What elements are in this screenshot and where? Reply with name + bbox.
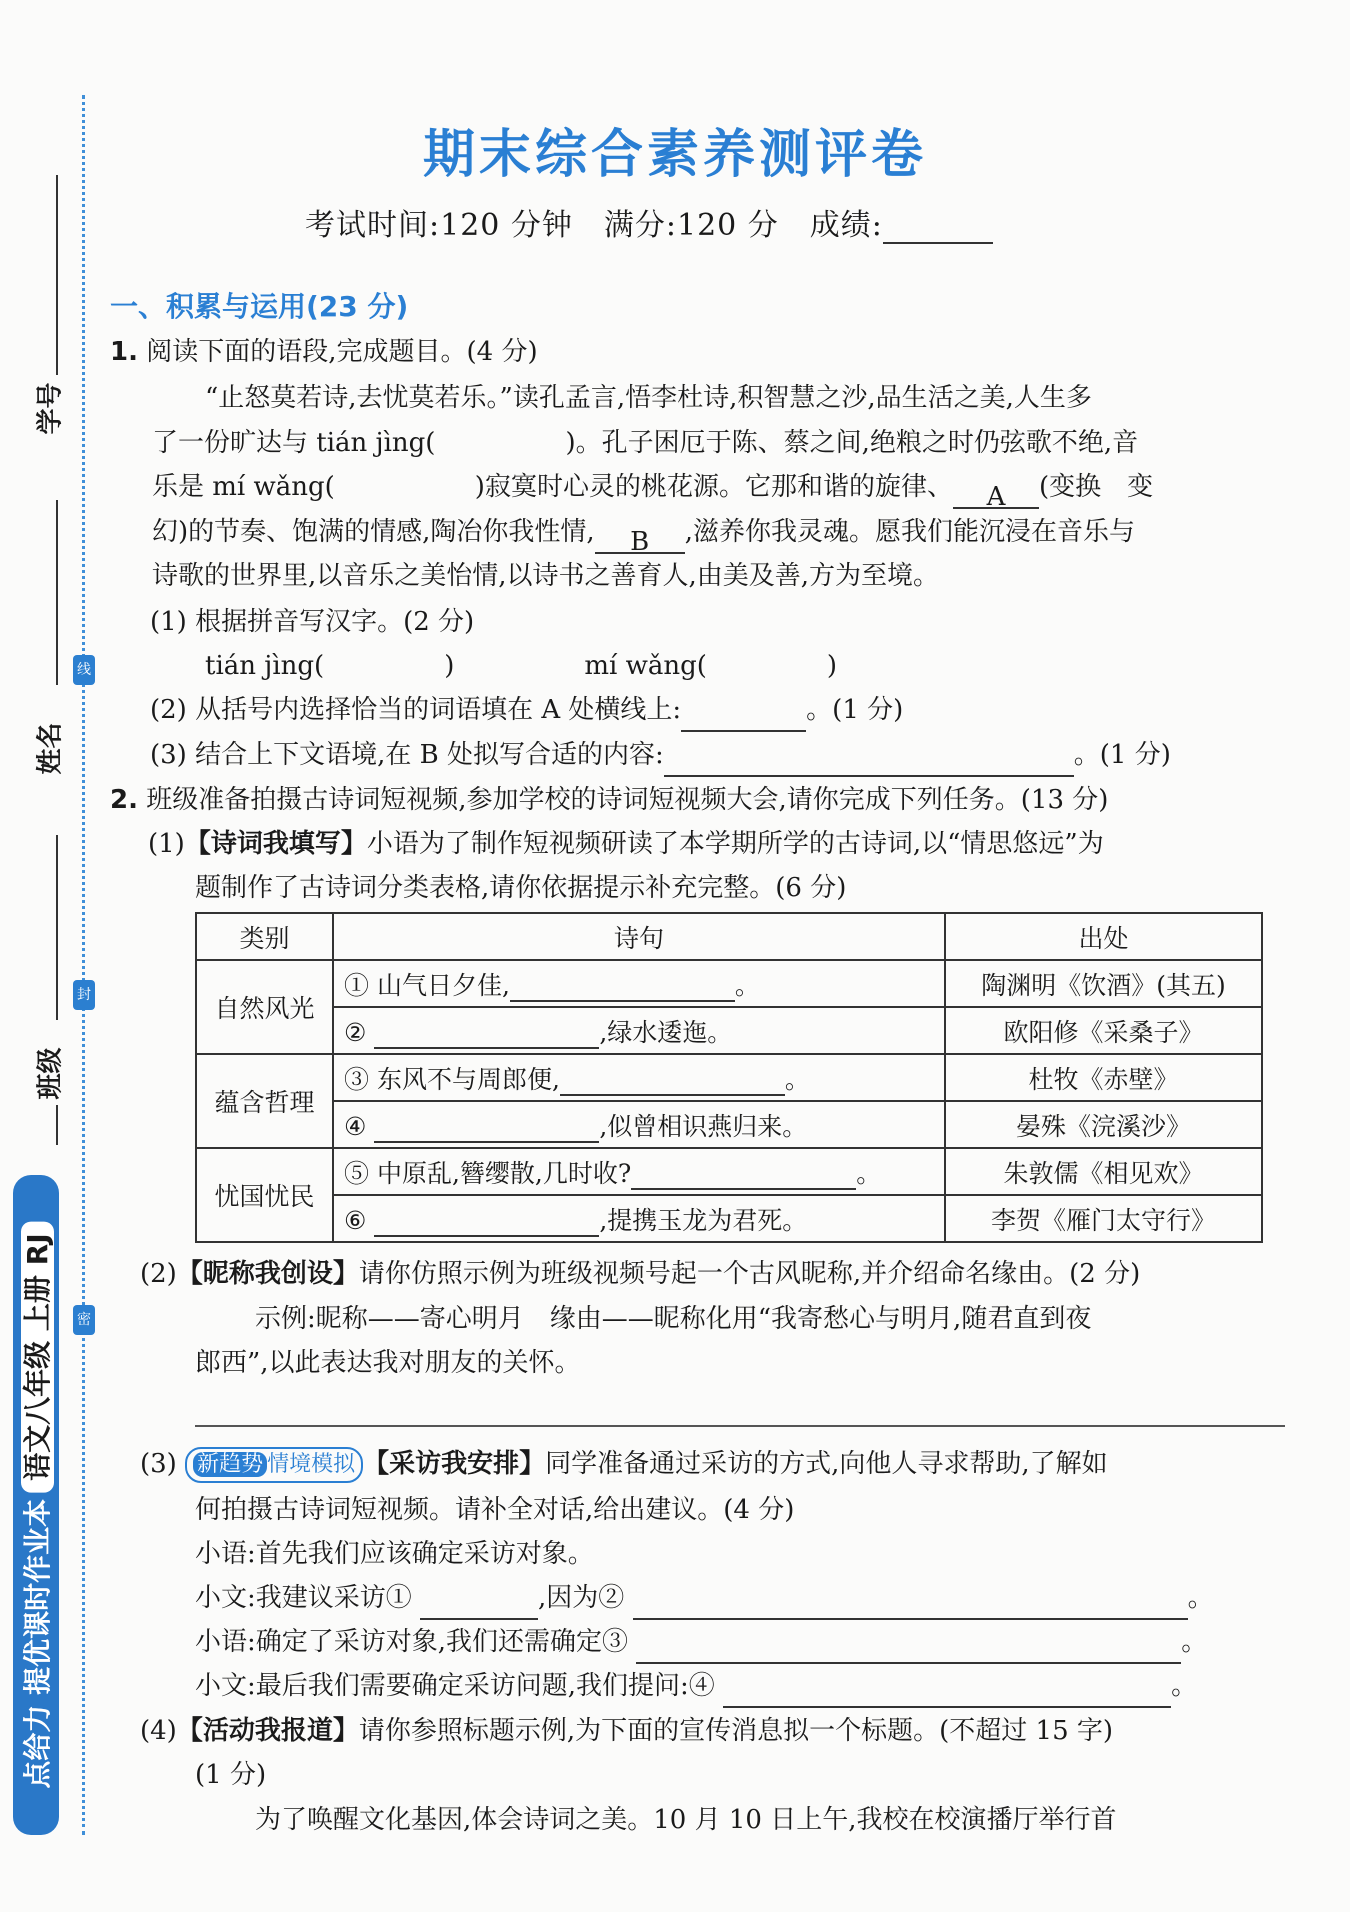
cut-mark-secret: 密: [73, 1305, 95, 1335]
table-header: 出处: [945, 913, 1262, 960]
q1-pinyin-row: tián jìng( ) mí wǎng( ): [205, 651, 838, 681]
q2-part2-example1: 示例:昵称——寄心明月 缘由——昵称化用“我寄愁心与明月,随君直到夜: [255, 1304, 1092, 1334]
q2-part1-line1: (1)【诗词我填写】小语为了制作短视频研读了本学期所学的古诗词,以“情思悠远”为: [148, 829, 1104, 859]
source-cell: 李贺《雁门太守行》: [945, 1195, 1262, 1242]
source-cell: 朱敦儒《相见欢》: [945, 1148, 1262, 1195]
q2-part4: (4)【活动我报道】请你参照标题示例,为下面的宣传消息拟一个标题。(不超过 15 字): [140, 1716, 1114, 1746]
q1-line4: 幻)的节奏、饱满的情感,陶冶你我性情, B ,滋养你我灵魂。愿我们能沉浸在音乐与: [152, 517, 1135, 557]
sub3-answer-blank[interactable]: [664, 743, 1074, 777]
verse-cell: ① 山气日夕佳, 。: [333, 960, 945, 1007]
section-title: 一、积累与运用(23 分): [110, 290, 409, 323]
cut-mark-line: 线: [73, 655, 95, 685]
dialog-line-2: 小文:我建议采访① ,因为② 。: [195, 1576, 1214, 1620]
spine-grade: 语文八年级 上册 RJ: [21, 1221, 54, 1492]
table-row: [196, 1148, 1262, 1195]
verse-blank[interactable]: [374, 1115, 599, 1143]
verse-cell: ④ ,似曾相识燕归来。: [333, 1101, 945, 1148]
q1-stem: 1. 阅读下面的语段,完成题目。(4 分): [110, 337, 538, 367]
name-label: 姓名: [35, 722, 66, 775]
name-line-bottom: [56, 835, 58, 1020]
binding-dotted-line: [82, 95, 85, 1835]
dialog-line-4: 小文:最后我们需要确定采访问题,我们提问:④ 。: [195, 1664, 1197, 1708]
q1-line2: 了一份旷达与 tián jìng( )。孔子困厄于陈、蔡之间,绝粮之时仍弦歌不绝,音: [152, 428, 1139, 458]
cut-mark-seal: 封: [73, 980, 95, 1010]
table-row: [196, 960, 1262, 1007]
q1-sub2: (2) 从括号内选择恰当的词语填在 A 处横线上: 。(1 分): [150, 688, 903, 732]
name-line-top: [56, 500, 58, 685]
blank-b: B: [595, 520, 685, 554]
page-title: 期末综合素养测评卷: [422, 125, 927, 185]
q1-line3: 乐是 mí wǎng( )寂寞时心灵的桃花源。它那和谐的旋律、 A (变换 变: [152, 472, 1154, 512]
category-cell: 自然风光: [196, 960, 333, 1054]
table-row: [196, 1101, 1262, 1148]
verse-cell: ② ,绿水逶迤。: [333, 1007, 945, 1054]
source-cell: 杜牧《赤壁》: [945, 1054, 1262, 1101]
q1-line1: “止怒莫若诗,去忧莫若乐。”读孔孟言,悟李杜诗,积智慧之沙,品生活之美,人生多: [205, 383, 1092, 413]
q2-stem: 2. 班级准备拍摄古诗词短视频,参加学校的诗词短视频大会,请你完成下列任务。(13 分): [110, 785, 1109, 815]
exam-meta: [305, 200, 993, 244]
verse-blank[interactable]: [374, 1021, 599, 1049]
verse-cell: ⑤ 中原乱,簪缨散,几时收? 。: [333, 1148, 945, 1195]
table-row: [196, 1007, 1262, 1054]
table-header-row: [196, 913, 1262, 960]
dialog-line-3: 小语:确定了采访对象,我们还需确定③ 。: [195, 1620, 1207, 1664]
category-cell: 蕴含哲理: [196, 1054, 333, 1148]
answer-blank-3[interactable]: [636, 1630, 1181, 1664]
table-row: [196, 1195, 1262, 1242]
answer-blank-1[interactable]: [420, 1586, 538, 1620]
q2-part3-line2: 何拍摄古诗词短视频。请补全对话,给出建议。(4 分): [195, 1495, 795, 1525]
q1-line5: 诗歌的世界里,以音乐之美怡情,以诗书之善育人,由美及善,方为至境。: [152, 561, 940, 591]
source-cell: 陶渊明《饮酒》(其五): [945, 960, 1262, 1007]
poem-table: [195, 912, 1263, 1243]
verse-blank[interactable]: [560, 1068, 785, 1096]
student-id-label: 学号: [35, 382, 66, 435]
source-cell: 晏殊《浣溪沙》: [945, 1101, 1262, 1148]
sub2-answer-blank[interactable]: [681, 698, 806, 732]
q2-part2-example2: 郎西”,以此表达我对朋友的关怀。: [195, 1348, 581, 1378]
student-id-line: [56, 175, 58, 375]
book-spine: [13, 1175, 59, 1835]
answer-blank-4[interactable]: [723, 1674, 1171, 1708]
verse-blank[interactable]: [510, 974, 735, 1002]
q2-part3-line1: (3) 新趋势 情境模拟 【采访我安排】同学准备通过采访的方式,向他人寻求帮助,了解如: [140, 1442, 1108, 1486]
verse-cell: ⑥ ,提携玉龙为君死。: [333, 1195, 945, 1242]
exam-meta-text: 考试时间:120 分钟 满分:120 分 成绩:: [305, 208, 883, 243]
category-cell: 忧国忧民: [196, 1148, 333, 1242]
q1-sub1: (1) 根据拼音写汉字。(2 分): [150, 607, 475, 637]
table-header: 诗句: [333, 913, 945, 960]
q2-part1-line2: 题制作了古诗词分类表格,请你依据提示补充完整。(6 分): [195, 873, 847, 903]
verse-blank[interactable]: [631, 1162, 856, 1190]
q2-part2: (2)【昵称我创设】请你仿照示例为班级视频号起一个古风昵称,并介绍命名缘由。(2 分): [140, 1259, 1141, 1289]
spine-brand: 点给力 提优课时作业本: [21, 1498, 54, 1789]
q2-part4-score: (1 分): [195, 1760, 267, 1790]
trend-badge: 新趋势 情境模拟: [185, 1447, 363, 1483]
source-cell: 欧阳修《采桑子》: [945, 1007, 1262, 1054]
q2-part4-news: 为了唤醒文化基因,体会诗词之美。10 月 10 日上午,我校在校演播厅举行首: [255, 1805, 1117, 1835]
blank-a: A: [953, 475, 1039, 509]
answer-line[interactable]: [195, 1425, 1285, 1427]
class-label: 班级: [35, 1047, 66, 1100]
verse-blank[interactable]: [374, 1209, 599, 1237]
score-blank[interactable]: [883, 212, 993, 244]
q1-sub3: (3) 结合上下文语境,在 B 处拟写合适的内容: 。(1 分): [150, 733, 1171, 777]
table-header: 类别: [196, 913, 333, 960]
verse-cell: ③ 东风不与周郎便, 。: [333, 1054, 945, 1101]
table-row: [196, 1054, 1262, 1101]
dialog-line-1: 小语:首先我们应该确定采访对象。: [195, 1539, 594, 1569]
class-line: [56, 1105, 58, 1145]
answer-blank-2[interactable]: [633, 1586, 1188, 1620]
